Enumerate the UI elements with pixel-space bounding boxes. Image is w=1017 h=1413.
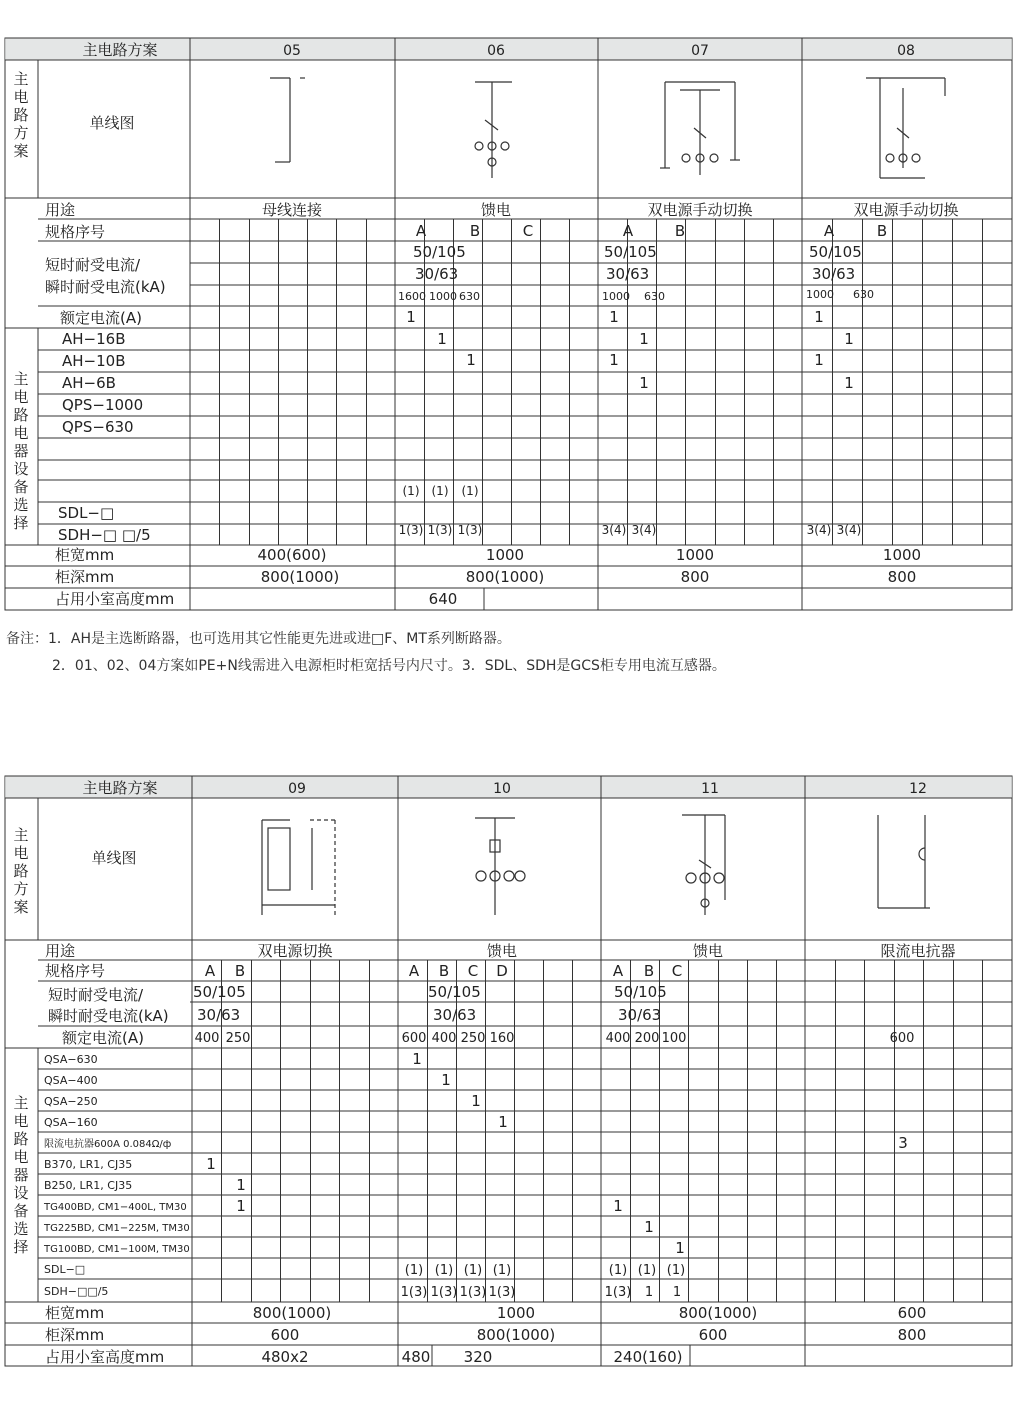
t2-ka-09-1: 50/105 [193,983,246,1001]
t1-row-spec: 规格序号 [45,223,106,241]
t2-mark-qsa400: 1 [441,1071,451,1089]
t1-dev-0: AH−16B [62,330,126,348]
t1-sdl-3: (1) [461,484,479,498]
t1-header-title: 主电路方案 [82,41,158,59]
scheme-table-2 [0,770,1017,1370]
t2-row-rated: 额定电流(A) [62,1029,144,1047]
t2-sdl-10-3: (1) [463,1263,483,1278]
t2-mark-qsa160: 1 [498,1113,508,1131]
t2-col-12: 12 [909,781,927,797]
t1-spec-07-b: B [674,222,686,240]
t1-col-07: 07 [691,43,709,59]
t2-diagram-10 [475,818,525,915]
t1-dev-8: SDH−□ □/5 [58,526,151,544]
svg-text:电: 电 [13,88,29,106]
t1-rated-06: 1 [406,308,416,326]
t2-spec-09-a: A [204,962,216,980]
svg-text:电: 电 [13,844,29,862]
svg-text:电: 电 [13,424,29,442]
t2-row-ka-1: 短时耐受电流/ [48,986,144,1004]
t2-ka-11-1: 50/105 [614,983,667,1001]
t1-depth-05: 800(1000) [260,568,340,586]
svg-text:选: 选 [13,496,29,514]
t1-row-rated: 额定电流(A) [60,309,142,327]
t2-mark-reactor: 3 [898,1134,908,1152]
t2-spec-10-a: A [408,962,420,980]
t2-sdl-11-1: (1) [608,1263,628,1278]
t2-ka-11-2: 30/63 [618,1006,662,1024]
t2-dev-3: QSA−160 [44,1116,98,1129]
t2-col-10: 10 [493,781,511,797]
t2-width-12: 600 [897,1304,927,1322]
t1-ah10-07: 1 [609,351,619,369]
svg-text:主: 主 [13,1094,29,1112]
t1-spec-08-b: B [876,222,888,240]
svg-text:择: 择 [13,514,29,532]
t2-dev-7: TG400BD, CM1−400L, TM30 [44,1202,187,1213]
svg-text:方: 方 [13,124,29,142]
t1-width-07: 1000 [675,546,715,564]
t1-usage-07: 双电源手动切换 [647,201,753,219]
t1-sdh-07-2: 3(4) [631,523,657,537]
svg-text:备: 备 [13,1202,29,1220]
t1-ah16-06: 1 [437,330,447,348]
t2-row-room: 占用小室高度mm [45,1348,165,1366]
svg-text:电: 电 [13,1148,29,1166]
t2-row-usage: 用途 [45,942,76,960]
t2-ka-09-2: 30/63 [197,1006,241,1024]
t2-dev-2: QSA−250 [44,1095,98,1108]
t2-room-10b: 320 [463,1348,493,1366]
t2-mark-qsa250: 1 [471,1092,481,1110]
t1-usage-06: 馈电 [480,201,512,219]
t2-mark-qsa630: 1 [412,1050,422,1068]
t1-depth-08: 800 [887,568,917,586]
t2-sdl-10-2: (1) [434,1263,454,1278]
t1-ka-07-1: 50/105 [604,243,657,261]
t2-diagram-12 [878,815,930,908]
svg-text:备: 备 [13,478,29,496]
svg-text:路: 路 [13,1130,29,1148]
t2-mark-b250-2: 1 [236,1197,246,1215]
t1-ka-06-1: 50/105 [413,243,466,261]
t2-spec-11-c: C [671,962,683,980]
svg-text:主: 主 [13,70,29,88]
svg-text:案: 案 [13,898,29,916]
note-line-2: 2．01、02、04方案如PE+N线需进入电源柜时柜宽括号内尺寸。3．SDL、SDH是GCS柜专用电流互感器。 [52,658,726,674]
t1-spec-08-a: A [823,222,835,240]
t2-row-spec: 规格序号 [45,962,106,980]
t2-side-label-top [13,826,28,916]
t2-dev-1: QSA−400 [44,1074,98,1087]
t1-ka-07-2: 30/63 [606,265,650,283]
svg-text:电: 电 [13,388,29,406]
t1-diagram-label: 单线图 [89,114,135,132]
t1-diagram-07 [660,82,740,175]
t1-width-05: 400(600) [257,546,327,564]
t1-cur-07-2: 630 [644,290,665,303]
t2-mark-b250: 1 [236,1176,246,1194]
t2-rated-10-1: 600 [401,1031,427,1046]
t1-side-label-top [13,70,28,160]
t2-spec-11-b: B [643,962,655,980]
t1-spec-06-a: A [415,222,427,240]
t2-dev-11: SDH−□□/5 [44,1285,109,1298]
t1-cur-06-1: 1600 [398,290,426,303]
t1-dev-2: AH−6B [62,374,116,392]
t2-dev-5: B370, LR1, CJ35 [44,1158,133,1171]
t1-diagram-05 [270,78,305,162]
t2-dev-6: B250, LR1, CJ35 [44,1179,133,1192]
t2-sdh-10-3: 1(3) [459,1285,487,1300]
t2-spec-10-b: B [438,962,450,980]
t1-dev-7: SDL−□ [58,504,115,522]
t2-rated-10-3: 250 [460,1031,486,1046]
t2-mark-tg225: 1 [644,1218,654,1236]
t1-sdh-06-2: 1(3) [427,523,453,537]
t1-cur-08-1: 1000 [806,288,834,301]
t1-spec-06-b: B [469,222,481,240]
t2-diagram-11 [682,815,725,915]
t1-sdh-08-1: 3(4) [806,523,832,537]
t2-header-title: 主电路方案 [82,779,158,797]
t1-ka-06-2: 30/63 [415,265,459,283]
scheme-table-1 [0,0,1017,620]
t2-rated-10-4: 160 [489,1031,515,1046]
t2-dev-0: QSA−630 [44,1053,98,1066]
t1-row-usage: 用途 [45,201,76,219]
t1-side-label-mid [13,370,28,532]
svg-text:器: 器 [13,442,29,460]
t1-sdh-07-1: 3(4) [601,523,627,537]
t2-depth-09: 600 [270,1326,300,1344]
t2-rated-11-2: 200 [634,1031,660,1046]
t2-width-10: 1000 [496,1304,536,1322]
t2-depth-11: 600 [698,1326,728,1344]
t2-spec-10-c: C [467,962,479,980]
t2-sdh-10-1: 1(3) [400,1285,428,1300]
t1-ah6-08: 1 [844,374,854,392]
t2-rated-12: 600 [889,1031,915,1046]
t2-ka-10-1: 50/105 [428,983,481,1001]
t2-sdh-10-2: 1(3) [430,1285,458,1300]
t2-dev-9: TG100BD, CM1−100M, TM30 [44,1244,190,1255]
t1-col-05: 05 [283,43,301,59]
t2-col-11: 11 [701,781,719,797]
t2-mark-tg100: 1 [675,1239,685,1257]
t2-sdh-10-4: 1(3) [488,1285,516,1300]
t2-room-09: 480x2 [261,1348,309,1366]
t2-depth-10: 800(1000) [476,1326,556,1344]
svg-text:路: 路 [13,406,29,424]
t2-sdh-11-1: 1(3) [604,1285,632,1300]
t1-diagram-06 [475,82,512,178]
t1-ka-08-1: 50/105 [809,243,862,261]
t1-ah10-06: 1 [466,351,476,369]
t2-room-11: 240(160) [613,1348,683,1366]
t1-row-ka-2: 瞬时耐受电流(kA) [45,278,166,296]
t1-room-06: 640 [428,590,458,608]
t1-cur-06-2: 1000 [429,290,457,303]
t2-rated-11-3: 100 [661,1031,687,1046]
t1-spec-07-a: A [622,222,634,240]
svg-text:设: 设 [13,460,29,478]
t2-usage-11: 馈电 [692,942,724,960]
t2-sdl-10-1: (1) [404,1263,424,1278]
t2-spec-11-a: A [612,962,624,980]
svg-text:路: 路 [13,106,29,124]
t1-row-depth: 柜深mm [55,568,115,586]
t2-dev-10: SDL−□ [44,1263,86,1276]
t1-ka-08-2: 30/63 [812,265,856,283]
t2-sdh-11-2: 1 [644,1285,654,1300]
t1-diagram-08 [866,78,945,178]
t2-diagram-09 [262,820,335,915]
t2-col-09: 09 [288,781,306,797]
t2-row-ka-2: 瞬时耐受电流(kA) [48,1007,169,1025]
svg-text:电: 电 [13,1112,29,1130]
t1-dev-4: QPS−630 [62,418,134,436]
t1-row-ka-1: 短时耐受电流/ [45,256,141,274]
t1-width-08: 1000 [882,546,922,564]
t1-col-06: 06 [487,43,505,59]
t2-sdh-11-3: 1 [672,1285,682,1300]
t2-rated-09-2: 250 [225,1031,251,1046]
t2-rated-09-1: 400 [194,1031,220,1046]
t2-depth-12: 800 [897,1326,927,1344]
svg-text:器: 器 [13,1166,29,1184]
t2-usage-10: 馈电 [486,942,518,960]
svg-text:择: 择 [13,1238,29,1256]
t1-dev-3: QPS−1000 [62,396,144,414]
t1-rated-08: 1 [814,308,824,326]
t2-ka-10-2: 30/63 [433,1006,477,1024]
svg-text:主: 主 [13,370,29,388]
t2-rated-11-1: 400 [605,1031,631,1046]
svg-text:选: 选 [13,1220,29,1238]
t1-cur-06-3: 630 [459,290,480,303]
t1-sdh-06-3: 1(3) [457,523,483,537]
t1-spec-06-c: C [522,222,534,240]
t1-sdl-2: (1) [431,484,449,498]
t1-cur-07-1: 1000 [602,290,630,303]
t1-usage-05: 母线连接 [261,201,323,219]
t1-row-room: 占用小室高度mm [55,590,175,608]
t1-ah16-08: 1 [844,330,854,348]
t1-usage-08: 双电源手动切换 [853,201,959,219]
t1-ah10-08: 1 [814,351,824,369]
svg-text:设: 设 [13,1184,29,1202]
svg-text:案: 案 [13,142,29,160]
t2-sdl-11-2: (1) [637,1263,657,1278]
t1-cur-08-2: 630 [853,288,874,301]
t1-row-width: 柜宽mm [55,546,115,564]
t2-side-label-mid [13,1094,28,1256]
t1-sdl-1: (1) [402,484,420,498]
t1-rated-07: 1 [609,308,619,326]
t2-row-depth: 柜深mm [45,1326,105,1344]
t1-col-08: 08 [897,43,915,59]
svg-text:主: 主 [13,826,29,844]
t1-sdh-08-2: 3(4) [836,523,862,537]
t2-dev-4: 限流电抗器600A 0.084Ω/ф [44,1139,172,1150]
t2-row-width: 柜宽mm [45,1304,105,1322]
t1-width-06: 1000 [485,546,525,564]
t2-sdl-10-4: (1) [492,1263,512,1278]
t2-usage-12: 限流电抗器 [880,942,956,960]
t1-ah6-07: 1 [639,374,649,392]
t2-width-11: 800(1000) [678,1304,758,1322]
t2-diagram-label: 单线图 [91,849,137,867]
t2-room-10a: 480 [401,1348,431,1366]
svg-text:方: 方 [13,880,29,898]
note-line-1: 备注：1．AH是主选断路器，也可选用其它性能更先进或进□F、MT系列断路器。 [6,631,511,647]
t2-mark-b370: 1 [206,1155,216,1173]
svg-text:路: 路 [13,862,29,880]
t1-dev-1: AH−10B [62,352,126,370]
t1-sdh-06-1: 1(3) [398,523,424,537]
t2-spec-10-d: D [496,962,508,980]
t2-dev-8: TG225BD, CM1−225M, TM30 [44,1223,190,1234]
t2-mark-tg400: 1 [613,1197,623,1215]
t2-width-09: 800(1000) [252,1304,332,1322]
t1-depth-06: 800(1000) [465,568,545,586]
t2-spec-09-b: B [234,962,246,980]
t2-usage-09: 双电源切换 [257,942,333,960]
t1-ah16-07: 1 [639,330,649,348]
t2-sdl-11-3: (1) [666,1263,686,1278]
t2-rated-10-2: 400 [431,1031,457,1046]
t1-depth-07: 800 [680,568,710,586]
